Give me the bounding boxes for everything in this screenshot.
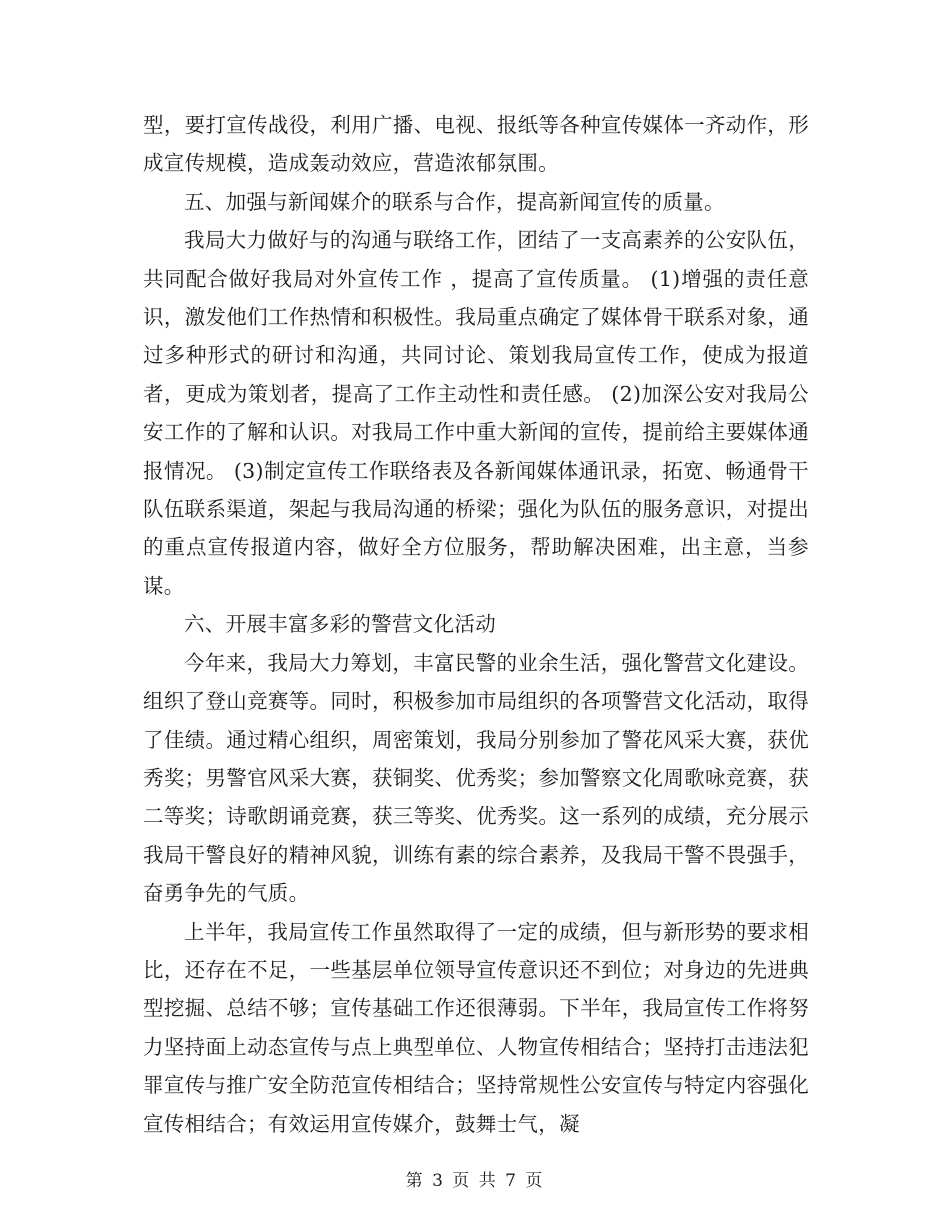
paragraph-continuation: 型，要打宣传战役，利用广播、电视、报纸等各种宣传媒体一齐动作，形成宣传规模，造成轰动效应，营造浓郁氛围。 (143, 113, 809, 176)
section-heading-5: 五、加强与新闻媒介的联系与合作，提高新闻宣传的质量。 (184, 189, 725, 214)
document-body (143, 106, 809, 1143)
paragraph-media-cooperation: 我局大力做好与的沟通与联络工作，团结了一支高素养的公安队伍，共同配合做好我局对外宣传工作 ，提高了宣传质量。 (1)增强的责任意识，激发他们工作热情和积极性。我局重点确定了媒体骨干联系对象，通过多种形式的研讨和沟通，共同讨论、策划我局宣传工作，使成为报道者，更成为策划者，提高了工作主动性和责任感。 (2)加深公安对我局公安工作的了解和认识。对我局工作中重大新闻的宣传，提前给主要媒体通报情况。 (3)制定宣传工作联络表及各新闻媒体通讯录，拓宽、畅通骨干队伍联系渠道，架起与我局沟通的桥梁；强化为队伍的服务意识，对提出的重点宣传报道内容，做好全方位服务，帮助解决困难，出主意，当参谋。 (143, 228, 809, 598)
section-heading-6: 六、开展丰富多彩的警营文化活动 (184, 612, 496, 637)
paragraph-summary: 上半年，我局宣传工作虽然取得了一定的成绩，但与新形势的要求相比，还存在不足，一些基层单位领导宣传意识还不到位；对身边的先进典型挖掘、总结不够；宣传基础工作还很薄弱。下半年，我局宣传工作将努力坚持面上动态宣传与点上典型单位、人物宣传相结合；坚持打击违法犯罪宣传与推广安全防范宣传相结合；坚持常规性公安宣传与特定内容强化宣传相结合；有效运用宣传媒介，鼓舞士气，凝 (143, 919, 809, 1136)
paragraph-culture-activities: 今年来，我局大力筹划，丰富民警的业余生活，强化警营文化建设。组织了登山竞赛等。同时，积极参加市局组织的各项警营文化活动，取得了佳绩。通过精心组织，周密策划，我局分别参加了警花风采大赛，获优秀奖；男警官风采大赛，获铜奖、优秀奖；参加警察文化周歌咏竞赛，获二等奖；诗歌朗诵竞赛，获三等奖、优秀奖。这一系列的成绩，充分展示我局干警良好的精神风貌，训练有素的综合素养，及我局干警不畏强手，奋勇争先的气质。 (143, 650, 809, 906)
page-number-footer: 第 3 页 共 7 页 (405, 1171, 545, 1191)
